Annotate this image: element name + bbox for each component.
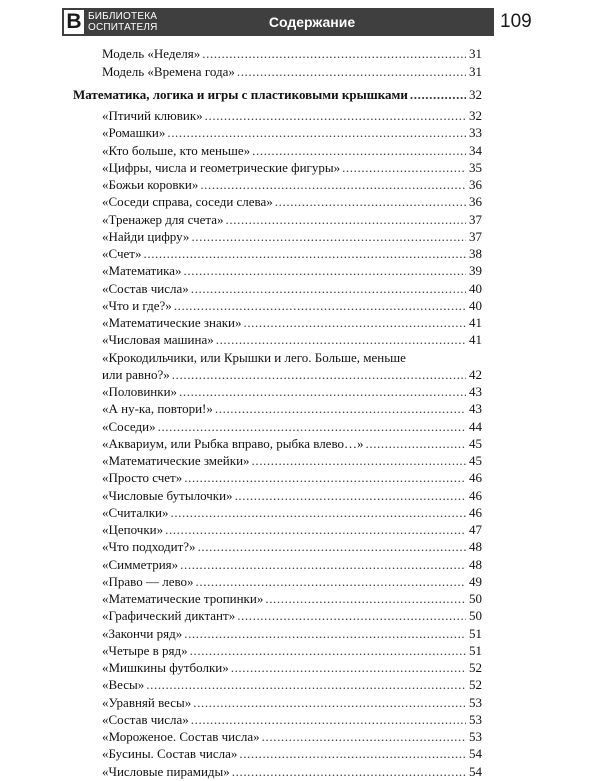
toc-leader-dots xyxy=(172,366,466,384)
toc-entry xyxy=(102,297,482,315)
toc-leader-dots xyxy=(239,745,466,763)
toc-entry-title: Модель «Времена года» xyxy=(102,64,235,79)
toc-entry xyxy=(102,763,482,781)
series-logo-text xyxy=(88,11,158,33)
toc-entry-page: 46 xyxy=(469,504,482,520)
toc-leader-dots xyxy=(174,297,466,315)
toc-entry xyxy=(102,728,482,746)
toc-entry-title: «Мороженое. Состав числа» xyxy=(102,729,260,744)
toc-entry-title: «Кто больше, кто меньше» xyxy=(102,142,251,158)
toc-leader-dots xyxy=(262,728,466,746)
toc-leader-dots xyxy=(191,280,466,298)
toc-entry xyxy=(102,211,482,229)
toc-entry-page: 41 xyxy=(469,315,482,330)
toc-entry xyxy=(102,452,482,470)
toc-entry-title: Модель «Неделя» xyxy=(102,46,201,61)
toc-section-title: Математика, логика и игры с пластиковыми крышками xyxy=(73,87,408,102)
toc-leader-dots xyxy=(184,262,466,280)
toc-entry xyxy=(102,142,482,160)
toc-entry-page: 36 xyxy=(469,194,482,210)
toc-entry xyxy=(102,63,482,81)
toc-entry-title: «Счет» xyxy=(102,246,142,261)
toc-leader-dots xyxy=(231,659,466,677)
toc-entry-page: 48 xyxy=(469,539,482,555)
toc-entry-title: «Мишкины футболки» xyxy=(102,660,229,675)
toc-leader-dots xyxy=(165,521,466,539)
toc-entry-page: 32 xyxy=(469,108,482,123)
toc-entry xyxy=(102,711,482,729)
toc-entry-title: «Математические змейки» xyxy=(102,453,250,468)
toc-leader-dots xyxy=(179,383,466,401)
toc-entry xyxy=(102,521,482,539)
toc-leader-dots xyxy=(144,245,467,263)
toc-entry xyxy=(102,556,482,574)
toc-entry-title: «Числовая машина» xyxy=(102,332,214,348)
toc-entry-title: «Соседи справа, соседи слева» xyxy=(102,194,273,210)
toc-entry-title: «Соседи» xyxy=(102,418,156,434)
toc-entry xyxy=(102,245,482,263)
toc-entry-title: «Графический диктант» xyxy=(102,608,236,624)
toc-entry-page: 52 xyxy=(469,660,482,675)
toc-entry-page: 37 xyxy=(469,211,482,227)
toc-leader-dots xyxy=(146,676,466,694)
toc-entry xyxy=(102,694,482,712)
toc-leader-dots xyxy=(170,504,466,522)
toc-entry-title: «Просто счет» xyxy=(102,470,183,486)
toc-entry-title: «Состав числа» xyxy=(102,280,189,296)
toc-entry-page: 48 xyxy=(469,556,482,572)
toc-entry-page: 35 xyxy=(469,159,482,175)
toc-leader-dots xyxy=(252,142,466,160)
toc-leader-dots xyxy=(205,107,466,125)
toc-leader-dots xyxy=(252,452,466,470)
toc-leader-dots xyxy=(265,590,466,608)
toc-leader-dots xyxy=(366,435,467,453)
toc-leader-dots xyxy=(235,487,466,505)
toc-leader-dots xyxy=(167,124,466,142)
toc-entry-title: «Что подходит?» xyxy=(102,539,196,555)
toc-entry-title: «Уравняй весы» xyxy=(102,694,192,710)
toc-leader-dots xyxy=(184,625,466,643)
toc-entry-title: «Состав числа» xyxy=(102,711,189,727)
toc-leader-dots xyxy=(342,159,466,177)
toc-entry-title: «Закончи ряд» xyxy=(102,625,183,641)
toc-entry-page: 46 xyxy=(469,470,482,486)
series-logo-line1: БИБЛИОТЕКА xyxy=(88,11,158,22)
toc-leader-dots xyxy=(191,711,466,729)
toc-leader-dots xyxy=(216,331,466,349)
toc-section-page: 32 xyxy=(469,87,482,102)
toc-entry-title: «Симметрия» xyxy=(102,556,179,572)
toc-entry-page: 51 xyxy=(469,625,482,641)
toc-leader-dots xyxy=(190,642,466,660)
toc-entry-title: «Птичий клювик» xyxy=(102,108,203,123)
toc-entry-title: «Бусины. Состав числа» xyxy=(102,746,238,762)
toc-entry xyxy=(102,642,482,660)
toc-entry xyxy=(102,573,482,591)
toc-leader-dots xyxy=(226,211,466,229)
toc-entry-page: 47 xyxy=(469,522,482,537)
toc-entry-title: «Что и где?» xyxy=(102,297,172,313)
running-header xyxy=(62,8,494,36)
toc-entry-page: 43 xyxy=(469,401,482,417)
toc-entry-page: 40 xyxy=(469,280,482,296)
toc-entry-page: 40 xyxy=(469,297,482,313)
toc-entry xyxy=(102,590,482,608)
toc-entry xyxy=(102,314,482,332)
toc-leader-dots xyxy=(198,538,466,556)
toc-leader-dots xyxy=(215,400,466,418)
toc-entry-page: 45 xyxy=(469,435,482,451)
toc-entry xyxy=(102,383,482,401)
toc-leader-dots xyxy=(193,694,466,712)
toc-entry-page: 54 xyxy=(469,763,482,779)
toc-leader-dots xyxy=(410,86,466,104)
toc-entry-page: 50 xyxy=(469,608,482,624)
toc-entry-page: 37 xyxy=(469,228,482,244)
header-title: Содержание xyxy=(268,14,356,30)
toc-entry-page: 39 xyxy=(469,263,482,279)
toc-leader-dots xyxy=(232,763,466,781)
toc-entry-page: 42 xyxy=(469,366,482,382)
toc-leader-dots xyxy=(237,63,466,81)
toc-entry-page: 31 xyxy=(469,64,482,79)
toc-entry-page: 36 xyxy=(469,177,482,192)
toc-entry-title: «Цепочки» xyxy=(102,522,164,537)
toc-entry xyxy=(102,159,482,177)
toc-entry xyxy=(102,418,482,436)
toc-entry xyxy=(102,176,482,194)
toc-entry-title: «Цифры, числа и геометрические фигуры» xyxy=(102,159,341,175)
toc-leader-dots xyxy=(184,469,466,487)
toc-entry-title: «Считалки» xyxy=(102,504,169,520)
toc-entry-title: «Математические знаки» xyxy=(102,315,242,330)
toc-entry-title: «Божьи коровки» xyxy=(102,177,199,192)
series-logo-line2: ОСПИТАТЕЛЯ xyxy=(88,22,158,33)
toc-leader-dots xyxy=(180,556,466,574)
toc-leader-dots xyxy=(191,228,466,246)
toc-entry-page: 52 xyxy=(469,677,482,693)
toc-entry-page: 53 xyxy=(469,711,482,727)
toc-entry xyxy=(102,607,482,625)
toc-entry xyxy=(102,280,482,298)
toc-entry xyxy=(102,124,482,142)
toc-entry xyxy=(102,487,482,505)
toc-entry-title: «Математические тропинки» xyxy=(102,591,264,606)
toc-leader-dots xyxy=(243,314,466,332)
toc-entry-multiline-last xyxy=(102,366,482,384)
toc-entry-page: 51 xyxy=(469,642,482,658)
toc-entry-title: «Математика» xyxy=(102,263,182,279)
toc-leader-dots xyxy=(237,607,466,625)
toc-entry xyxy=(102,435,482,453)
toc-entry-title: или равно?» xyxy=(102,366,170,382)
toc-entry-page: 46 xyxy=(469,487,482,503)
toc-entry-title: «Половинки» xyxy=(102,384,178,399)
toc-entry-page: 53 xyxy=(469,694,482,710)
toc-entry xyxy=(102,625,482,643)
toc-entry-page: 54 xyxy=(469,746,482,762)
series-logo-letter: В xyxy=(64,10,84,34)
toc-entry xyxy=(102,538,482,556)
toc-entry-page: 44 xyxy=(469,418,482,434)
toc-entry-title: «Аквариум, или Рыбка вправо, рыбка влево…» xyxy=(102,435,364,451)
toc-entry xyxy=(102,745,482,763)
toc-leader-dots xyxy=(275,193,466,211)
toc-entry xyxy=(102,331,482,349)
toc-entry-page: 53 xyxy=(469,729,482,744)
toc-leader-dots xyxy=(200,176,466,194)
toc-entry xyxy=(102,659,482,677)
toc-entry-page: 45 xyxy=(469,453,482,468)
toc-entry xyxy=(102,262,482,280)
toc-entry xyxy=(102,504,482,522)
toc-entry-page: 50 xyxy=(469,591,482,606)
toc-entry-title: «Числовые бутылочки» xyxy=(102,487,233,503)
page-number: 109 xyxy=(500,11,532,32)
toc-entry xyxy=(102,45,482,63)
toc-entry xyxy=(102,469,482,487)
toc-entry-title: «Право — лево» xyxy=(102,573,194,589)
toc-entry-page: 38 xyxy=(469,246,482,261)
toc-entry-title: «Числовые пирамиды» xyxy=(102,763,230,779)
toc-entry-title: «А ну-ка, повтори!» xyxy=(102,401,213,417)
toc-entry-title: «Найди цифру» xyxy=(102,228,190,244)
toc-section-heading xyxy=(73,86,482,104)
toc-entry-page: 49 xyxy=(469,573,482,589)
toc-leader-dots xyxy=(196,573,466,591)
toc-entry-title: «Весы» xyxy=(102,677,145,693)
toc-entry-title: «Тренажер для счета» xyxy=(102,211,224,227)
toc-entry xyxy=(102,228,482,246)
toc-entry xyxy=(102,107,482,125)
toc-entry-title: «Четыре в ряд» xyxy=(102,642,188,658)
toc-entry-page: 41 xyxy=(469,332,482,348)
toc-entry-page: 34 xyxy=(469,142,482,158)
toc-entry-title: «Ромашки» xyxy=(102,125,166,141)
toc-entry-page: 31 xyxy=(469,46,482,61)
toc-entry xyxy=(102,193,482,211)
toc-entry-page: 43 xyxy=(469,384,482,399)
toc-leader-dots xyxy=(202,45,466,63)
toc-entry xyxy=(102,400,482,418)
toc-entry-page: 33 xyxy=(469,125,482,141)
toc-entry-multiline-first: «Крокодильчики, или Крышки и лего. Больше, меньше xyxy=(102,349,406,365)
toc-entry xyxy=(102,676,482,694)
toc-leader-dots xyxy=(158,418,466,436)
